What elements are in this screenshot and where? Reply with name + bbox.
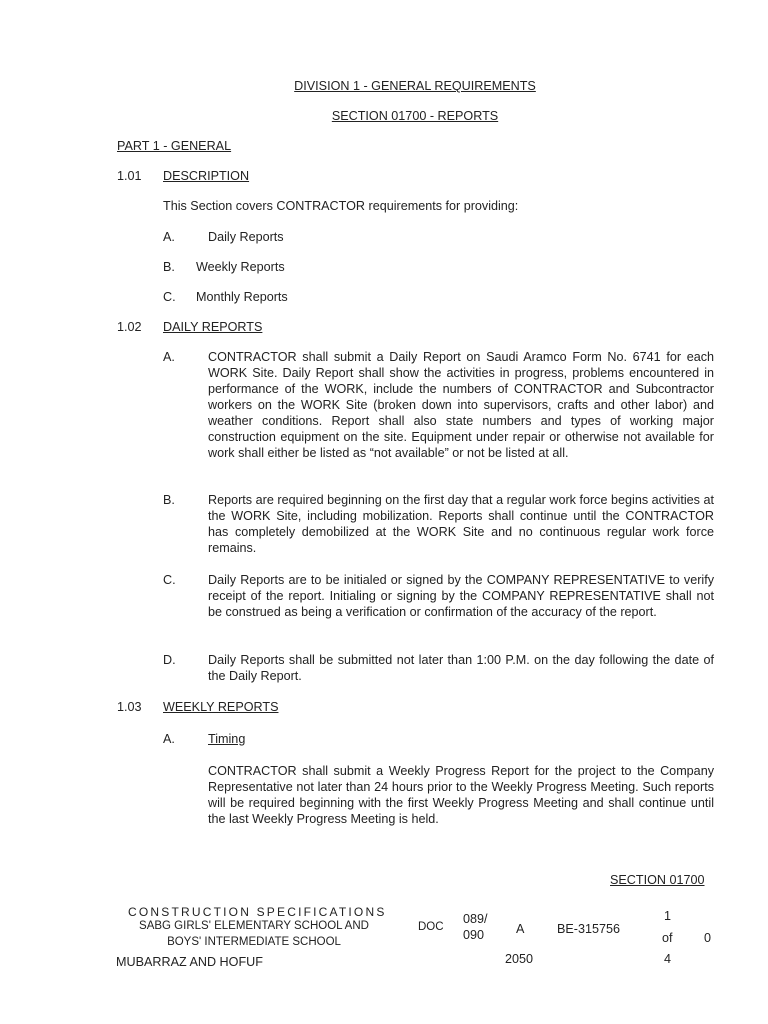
footer-project-line1: SABG GIRLS' ELEMENTARY SCHOOL AND bbox=[139, 920, 369, 932]
footer-doc-number-line2: 090 bbox=[463, 928, 485, 942]
list-item-letter: D. bbox=[163, 653, 176, 667]
paragraph: Daily Reports shall be submitted not later than 1:00 P.M. on the day following the date of the Daily Report. bbox=[208, 653, 714, 683]
section-heading: SECTION 01700 - REPORTS bbox=[331, 109, 499, 123]
paragraph: Reports are required beginning on the first day that a regular work force begins activities at the WORK Site, including mobilization. Reports shall continue until the CONTRACTOR has completely demobilized at the WORK Site and no continuous regular work force remains. bbox=[208, 493, 714, 555]
list-item-letter: A. bbox=[163, 732, 175, 746]
footer-spec-title: CONSTRUCTION SPECIFICATIONS bbox=[128, 905, 387, 919]
footer-extra-value: 0 bbox=[704, 931, 712, 945]
division-heading: DIVISION 1 - GENERAL REQUIREMENTS bbox=[294, 79, 536, 93]
part-heading: PART 1 - GENERAL bbox=[117, 139, 232, 153]
footer-project-line2: BOYS' INTERMEDIATE SCHOOL bbox=[167, 936, 341, 948]
section-number-102: 1.02 bbox=[117, 320, 142, 334]
list-item-letter: A. bbox=[163, 350, 175, 364]
list-item-letter: A. bbox=[163, 230, 175, 244]
footer-be-number: BE-315756 bbox=[557, 922, 621, 936]
list-item-letter: B. bbox=[163, 493, 175, 507]
paragraph: CONTRACTOR shall submit a Weekly Progress Report for the project to the Company Representative not later than 24 hours prior to the Weekly Progress Meeting. Such reports will be required beginning with the first Weekly Progress Meeting and shall continue until the last Weekly Progress Meeting is held. bbox=[208, 764, 714, 826]
footer-year: 2050 bbox=[505, 952, 534, 966]
section-number-103: 1.03 bbox=[117, 700, 142, 714]
footer-page-of: of bbox=[662, 931, 673, 945]
section-title-description: DESCRIPTION bbox=[163, 169, 250, 183]
list-item-text: Daily Reports bbox=[208, 230, 284, 244]
footer-page-total: 4 bbox=[664, 952, 672, 966]
footer-page-number: 1 bbox=[664, 909, 672, 923]
list-item-letter: B. bbox=[163, 260, 175, 274]
list-item-letter: C. bbox=[163, 290, 176, 304]
footer-doc-number-line1: 089/ bbox=[463, 912, 488, 926]
footer-section-ref: SECTION 01700 bbox=[610, 873, 705, 887]
footer-doc-label: DOC bbox=[418, 921, 444, 933]
footer-revision: A bbox=[516, 922, 525, 936]
section-number-101: 1.01 bbox=[117, 169, 142, 183]
paragraph: Daily Reports are to be initialed or signed by the COMPANY REPRESENTATIVE to verify receipt of the report. Initialing or signing by the COMPANY REPRESENTATIVE shall not be construed as being a verification or confirmation of the accuracy of the report. bbox=[208, 573, 714, 619]
section-title-daily-reports: DAILY REPORTS bbox=[163, 320, 263, 334]
section-title-weekly-reports: WEEKLY REPORTS bbox=[163, 700, 279, 714]
description-intro: This Section covers CONTRACTOR requirements for providing: bbox=[163, 199, 519, 213]
paragraph: CONTRACTOR shall submit a Daily Report on Saudi Aramco Form No. 6741 for each WORK Site. Daily Report shall show the activities in progress, problems encountered in performance of the WORK, include the numbers of CONTRACTOR and Subcontractor workers on the WORK Site (broken down into supervisors, crafts and other labor) and weather conditions. Report shall also state numbers and types of working major construction equipment on the site. Equipment under repair or otherwise not available for work shall either be listed as “not available” or not be listed at all. bbox=[208, 350, 714, 460]
list-item-letter: C. bbox=[163, 573, 176, 587]
footer-location: MUBARRAZ AND HOFUF bbox=[116, 955, 263, 969]
list-item-text: Monthly Reports bbox=[196, 290, 288, 304]
subsection-title-timing: Timing bbox=[208, 732, 246, 746]
list-item-text: Weekly Reports bbox=[196, 260, 285, 274]
